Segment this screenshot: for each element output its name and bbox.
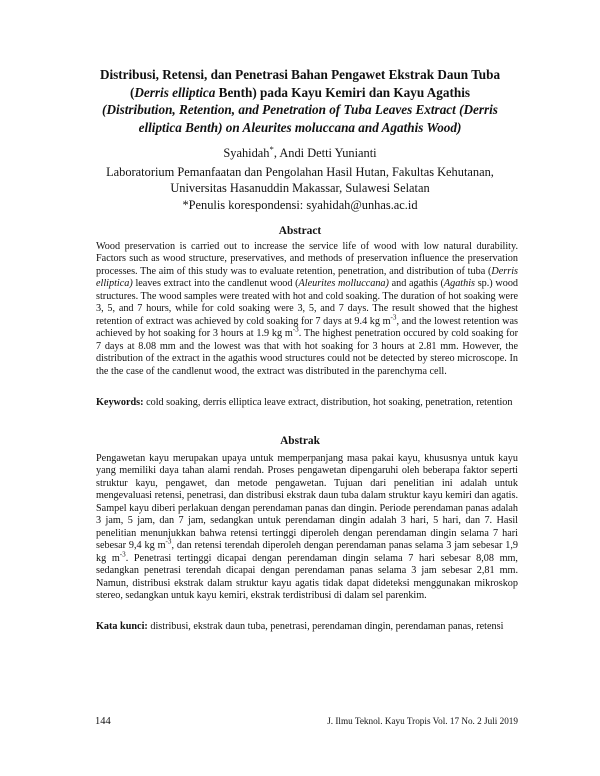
kata-kunci-label: Kata kunci:: [96, 621, 148, 632]
title-line-1: Distribusi, Retensi, dan Penetrasi Bahan Pengawet Ekstrak Daun Tuba: [99, 67, 501, 82]
abstract-text-4: sp.) wood structures. The wood samples were treated with hot and cold soaking. The duration of hot soaking were 3, 5, and 7 hours, while for cold soaking were 3, 5, and 7 days. The result showed that the highest retention of extract was achieved by cold soaking for 7 days at 9.4 kg m: [96, 278, 519, 327]
abstrak-text-1: Pengawetan kayu merupakan upaya untuk memperpanjang masa pakai kayu, khususnya untuk kayu yang memiliki daya tahan alami rendah. Proses pengawetan dipengaruhi oleh beberapa faktor seperti struktur kayu, pengawet, dan metode pengawetan. Tujuan dari penelitian ini adalah untuk mengevaluasi retensi, penetrasi, dan distribusi ekstrak daun tuba dalam struktur kayu kemiri dan agatis. Sampel kayu diberi perlakuan dengan perendaman panas dan dingin. Periode perendaman panas adalah 3 jam, 5 jam, dan 7 jam, sedangkan untuk perendaman dingin adalah 3 hari, 5 hari, dan 7. Hasil penelitian menunjukkan bahwa retensi tertinggi diperoleh dengan perendaman dingin selama 7 hari sebesar 9,4 kg m: [96, 453, 518, 552]
abstract-sup-2: -3: [292, 325, 299, 334]
author-separator: ,: [273, 146, 280, 160]
abstract-species-3: Agathis: [443, 278, 476, 290]
journal-citation: J. Ilmu Teknol. Kayu Tropis Vol. 17 No. 2 Juli 2019: [327, 716, 518, 726]
correspondence: *Penulis korespondensi: syahidah@unhas.ac.id: [182, 198, 418, 212]
abstrak-text-2: , dan retensi terendah diperoleh dengan perendaman panas selama 3 jam sebesar 1,9 kg m: [96, 540, 518, 564]
abstract-heading: Abstract: [278, 225, 322, 237]
author-list: [0, 145, 600, 161]
abstract-species-1: Derris elliptica): [96, 265, 518, 290]
abstrak-text-3: . Penetrasi tertinggi dicapai dengan perendaman dingin selama 7 hari sebesar 8,08 mm, sedangkan penetrasi terendah dicapai dengan perendaman panas selama 3 jam sebesar 2,81 mm. Namun, distribusi ekstrak dalam struktur kayu agatis tidak dapat dideteksi menggunakan mikroskop stereo, sedangkan untuk kayu kemiri, ekstrak terdistribusi di dalam sel parenkim.: [96, 552, 518, 601]
abstract-text-3: and agathis (: [388, 278, 444, 290]
abstrak-heading: Abstrak: [280, 435, 320, 447]
kata-kunci: [96, 620, 518, 633]
abstract-text-5: , and the lowest retention was achieved by hot soaking for 3 hours at 1.9 kg m: [96, 315, 518, 340]
abstrak-body: [96, 453, 518, 602]
title-species: Derris elliptica: [134, 84, 216, 100]
title-paren: (: [130, 84, 135, 100]
affiliation-line-1: Laboratorium Pemanfaatan dan Pengolahan Hasil Hutan, Fakultas Kehutanan,: [106, 165, 494, 179]
abstrak-sup-1: -3: [165, 537, 172, 546]
keywords-text: cold soaking, derris elliptica leave extract, distribution, hot soaking, penetration, retention: [143, 397, 513, 408]
author-2: Andi Detti Yunianti: [279, 146, 377, 160]
author-1-mark: *: [269, 143, 274, 154]
paper-title: [90, 66, 510, 136]
title-line-2: [90, 84, 510, 102]
keywords: [96, 396, 518, 409]
abstract-species-2: Aleurites molluccana): [298, 278, 389, 290]
abstract-body: [96, 241, 518, 378]
abstract-sup-1: -3: [390, 313, 397, 322]
title-english-text: (Distribution, Retention, and Penetration of Tuba Leaves Extract (Derris elliptica Benth) on Aleurites moluccana and Agathis Wood): [102, 102, 498, 135]
abstract-text-6: . The highest penetration occured by cold soaking for 7 days at 8.08 mm and the lowest was that with hot soaking for 3 hours at 2.81 mm. However, the distribution of the extract in the agathis wood structures could not be detected by stereo microscope. In the the case of the candlenut wood, the extract was distributed in the parenchyma cell.: [96, 328, 519, 377]
page-number: 144: [95, 716, 111, 727]
title-line-2-rest: Benth) pada Kayu Kemiri dan Kayu Agathis: [215, 84, 470, 100]
abstract-text-1: Wood preservation is carried out to increase the service life of wood with low natural durability. Factors such as wood structure, preservatives, and methods of preservation influence the preservation processes. The aim of this study was to evaluate retention, penetration, and distribution of tuba (: [96, 241, 518, 277]
affiliation: [80, 164, 520, 196]
kata-kunci-text: distribusi, ekstrak daun tuba, penetrasi, perendaman dingin, perendaman panas, retensi: [147, 621, 504, 632]
abstract-text-2: leaves extract into the candlenut wood (: [132, 278, 299, 290]
author-1: Syahidah: [223, 146, 270, 160]
affiliation-line-2: Universitas Hasanuddin Makassar, Sulawesi Selatan: [170, 181, 430, 195]
title-english: [90, 101, 510, 136]
abstrak-sup-2: -3: [119, 550, 126, 559]
keywords-label: Keywords:: [96, 397, 144, 408]
